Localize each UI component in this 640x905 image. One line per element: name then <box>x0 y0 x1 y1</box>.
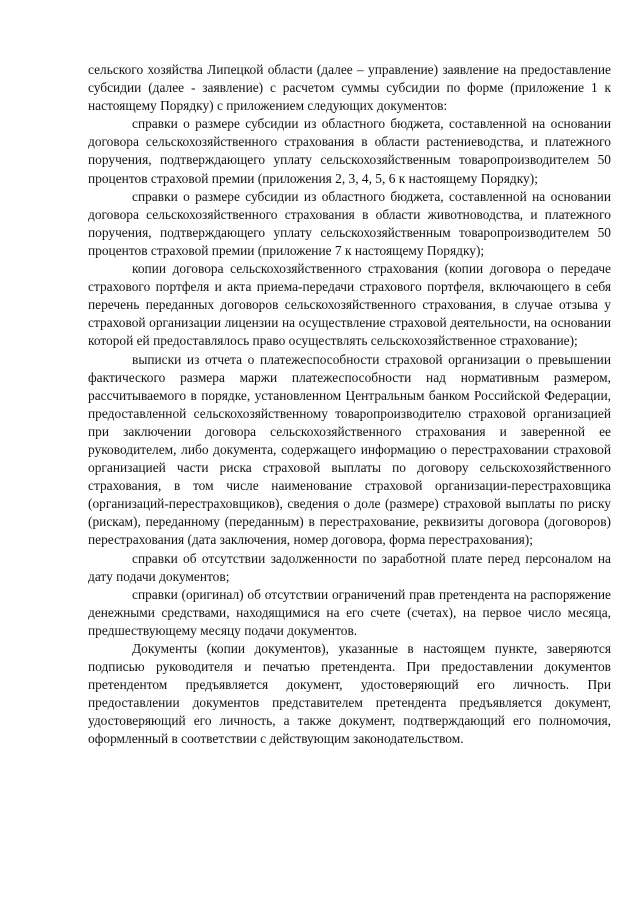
document-body <box>88 61 611 749</box>
paragraph-livestock-insurance-certificate: справки о размере субсидии из областного бюджета, составленной на основании договора сельскохозяйственного страхования в области животноводства, и платежного поручения, подтверждающего уплату сельскохозяйственным товаропроизводителем 50 процентов страховой премии (приложение 7 к настоящему Порядку); <box>88 188 611 258</box>
paragraph-document-certification: Документы (копии документов), указанные в настоящем пункте, заверяются подписью руководителя и печатью претендента. При предоставлении документов претендентом предъявляется документ, удостоверяющий его личность. При предоставлении документов представителем претендента предъявляется документ, удостоверяющий его личность, а также документ, подтверждающий его полномочия, оформленный в соответствии с действующим законодательством. <box>88 641 611 747</box>
paragraph-solvency-report-extract: выписки из отчета о платежеспособности страховой организации о превышении фактического размера маржи платежеспособности над нормативным размером, рассчитываемого в порядке, установленном Центральным банком Российской Федерации, предоставленной сельскохозяйственному товаропроизводителю страховой организацией при заключении договора сельскохозяйственного страхования и заверенной ее руководителем, либо документа, содержащего информацию о перестраховании страховой организацией части риска страховой выплаты по договору сельскохозяйственного страхования, в том числе наименование страховой организации-перестраховщика (организаций-перестраховщиков), сведения о доле (размере) страховой выплаты по риску (рискам), переданному (переданным) в перестрахование, реквизиты договора (договоров) перестрахования (дата заключения, номер договора, форма перестрахования); <box>88 351 611 548</box>
paragraph-insurance-contract-copies: копии договора сельскохозяйственного страхования (копии договора о передаче страхового портфеля и акта приема-передачи страхового портфеля, включающего в себя перечень переданных договоров сельскохозяйственного страхования, в случае отзыва у страховой организации лицензии на осуществление страховой деятельности, на основании которой ей предоставлялось право осуществлять сельскохозяйственное страхование); <box>88 261 611 349</box>
paragraph-no-account-restrictions: справки (оригинал) об отсутствии ограничений прав претендента на распоряжение денежными средствами, находящимися на его счете (счетах), на первое число месяца, предшествующему месяцу подачи документов. <box>88 586 611 638</box>
paragraph-intro: сельского хозяйства Липецкой области (далее – управление) заявление на предоставление субсидии (далее - заявление) с расчетом суммы субсидии по форме (приложение 1 к настоящему Порядку) с приложением следующих документов: <box>88 62 611 114</box>
paragraph-crop-insurance-certificate: справки о размере субсидии из областного бюджета, составленной на основании договора сельскохозяйственного страхования в области растениеводства, и платежного поручения, подтверждающего уплату сельскохозяйственным товаропроизводителем 50 процентов страховой премии (приложения 2, 3, 4, 5, 6 к настоящему Порядку); <box>88 116 611 186</box>
paragraph-no-wage-arrears: справки об отсутствии задолженности по заработной плате перед персоналом на дату подачи документов; <box>88 550 611 584</box>
